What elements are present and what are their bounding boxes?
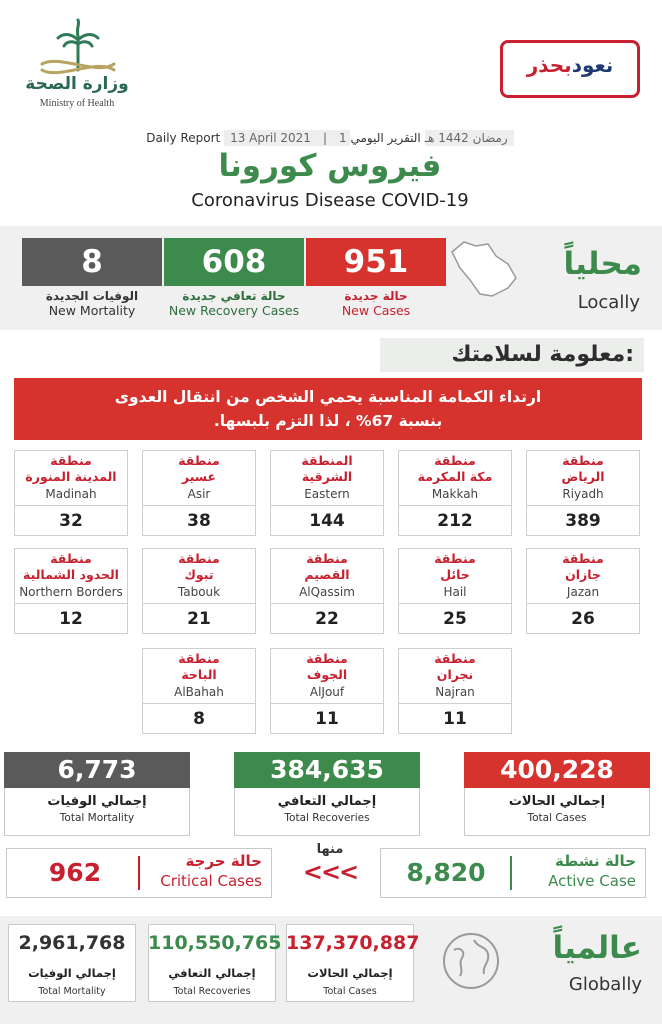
region-value: 12 — [59, 609, 83, 629]
gregorian-date: 13 April 2021 — [224, 130, 317, 146]
arrows-icon: <<< — [302, 858, 358, 886]
global-recoveries-label-en: Total Recoveries — [173, 986, 251, 997]
region-name-en: Riyadh — [562, 487, 604, 501]
slogan-text — [503, 53, 637, 77]
globe-icon — [440, 930, 502, 992]
region-card — [14, 548, 128, 634]
critical-label-ar: حالة حرجة — [185, 852, 262, 870]
new-mortality-value: 8 — [22, 238, 162, 286]
region-value: 8 — [193, 709, 205, 729]
region-name-en: Asir — [187, 487, 211, 501]
region-value: 38 — [187, 511, 211, 531]
ministry-name-ar: وزارة الصحة — [25, 74, 129, 94]
total-mortality-label-en: Total Mortality — [59, 812, 135, 824]
region-value: 11 — [443, 709, 467, 729]
new-cases-label-ar: حالة جديدة — [344, 289, 408, 303]
region-card — [14, 450, 128, 536]
saudi-map-icon — [442, 234, 522, 304]
region-value: 32 — [59, 511, 83, 531]
globally-label-ar: عالمياً — [552, 930, 642, 966]
new-cases-label-en: New Cases — [341, 303, 411, 318]
total-cases-label-ar: إجمالي الحالات — [508, 794, 606, 809]
new-recovery-label-ar: حالة تعافي جديدة — [182, 289, 286, 303]
active-cases-value: 8,820 — [406, 858, 486, 887]
global-mortality-label-ar: إجمالي الوفيات — [28, 966, 116, 980]
active-label-en: Active Case — [548, 872, 636, 890]
region-divider — [399, 505, 511, 506]
region-divider — [271, 505, 383, 506]
critical-label-en: Critical Cases — [160, 872, 262, 890]
region-value: 144 — [309, 511, 345, 531]
global-cases-label-ar: إجمالي الحالات — [307, 966, 393, 980]
region-card — [526, 450, 640, 536]
total-cases-label-en: Total Cases — [527, 812, 587, 824]
slogan-part1: نعود — [571, 53, 614, 77]
region-value: 389 — [565, 511, 601, 531]
region-title-ar: منطقة الجوف — [306, 651, 348, 682]
new-recovery-label-en: New Recovery Cases — [168, 303, 300, 318]
region-title-ar: المنطقة الشرقية — [301, 453, 353, 484]
of-which-label: منها — [316, 842, 344, 857]
region-card — [398, 548, 512, 634]
region-title-ar: منطقة الباحة — [178, 651, 220, 682]
title-ar: فيروس كورونا — [218, 148, 442, 184]
total-mortality-label-ar: إجمالي الوفيات — [47, 794, 147, 809]
safety-info-line1: ارتداء الكمامة المناسبة يحمي الشخص من انتقال العدوى — [114, 388, 542, 406]
region-card — [526, 548, 640, 634]
total-recoveries-label-ar: إجمالي التعافي — [277, 794, 377, 809]
region-title-ar: منطقة مكة المكرمة — [417, 453, 493, 484]
total-recoveries-value: 384,635 — [234, 752, 420, 788]
globally-label-en: Globally — [568, 974, 642, 995]
region-value: 26 — [571, 609, 595, 629]
report-label-ar: التقرير اليومي — [350, 131, 421, 145]
safety-info-line2: بنسبة 67% ، لذا التزم بلبسها. — [213, 412, 443, 430]
total-mortality-value: 6,773 — [4, 752, 190, 788]
region-title-ar: منطقة الرياض — [561, 453, 605, 484]
region-divider — [143, 703, 255, 704]
region-divider — [399, 703, 511, 704]
region-title-ar: منطقة جازان — [562, 551, 604, 582]
region-card — [142, 548, 256, 634]
region-card — [142, 648, 256, 734]
region-name-en: Hail — [443, 585, 467, 599]
region-title-ar: منطقة عسير — [178, 453, 220, 484]
ministry-name-en: Ministry of Health — [39, 98, 115, 109]
region-card — [398, 450, 512, 536]
region-value: 11 — [315, 709, 339, 729]
region-name-en: AlBahah — [174, 685, 224, 699]
region-name-en: Madinah — [45, 487, 97, 501]
region-name-en: AlJouf — [309, 685, 345, 699]
region-divider — [15, 603, 127, 604]
region-name-en: AlQassim — [299, 585, 355, 599]
hijri-date: 1 رمضان 1442 هـ — [333, 130, 514, 146]
region-value: 22 — [315, 609, 339, 629]
total-cases-value: 400,228 — [464, 752, 650, 788]
new-mortality-label-en: New Mortality — [48, 303, 136, 318]
critical-cases-value: 962 — [48, 858, 102, 887]
region-name-en: Makkah — [431, 487, 479, 501]
region-card — [270, 548, 384, 634]
region-title-ar: منطقة حائل — [434, 551, 476, 582]
locally-label-ar: محلياً — [563, 246, 642, 282]
region-divider — [15, 505, 127, 506]
region-divider — [271, 603, 383, 604]
global-recoveries-label-ar: إجمالي التعافي — [168, 966, 256, 980]
global-recoveries-value: 110,550,765 — [148, 932, 282, 954]
locally-label-en: Locally — [577, 292, 640, 313]
region-title-ar: منطقة القصيم — [304, 551, 350, 582]
report-label-en: Daily Report — [146, 131, 221, 145]
title-en: Coronavirus Disease COVID-19 — [191, 190, 469, 211]
region-title-ar: منطقة نجران — [434, 651, 476, 682]
region-card — [270, 450, 384, 536]
slogan-badge — [500, 40, 640, 98]
region-name-en: Tabouk — [177, 585, 221, 599]
region-name-en: Najran — [435, 685, 475, 699]
total-recoveries-label-en: Total Recoveries — [284, 812, 370, 824]
region-divider — [527, 603, 639, 604]
region-title-ar: منطقة المدينة المنورة — [25, 453, 117, 484]
region-value: 212 — [437, 511, 473, 531]
region-divider — [143, 505, 255, 506]
slogan-part2: بحذر — [526, 53, 572, 77]
region-divider — [271, 703, 383, 704]
new-mortality-label-ar: الوفيات الجديدة — [45, 289, 139, 303]
region-card — [270, 648, 384, 734]
safety-info-banner — [14, 378, 642, 440]
region-divider — [143, 603, 255, 604]
safety-info-title: معلومة لسلامتك: — [380, 338, 644, 372]
region-name-en: Jazan — [566, 585, 600, 599]
new-recovery-value: 608 — [164, 238, 304, 286]
global-mortality-value: 2,961,768 — [18, 932, 126, 954]
report-date-line: Daily Report 13 April 2021 | 1 رمضان 1442 هـ التقرير اليومي — [130, 131, 530, 145]
global-cases-label-en: Total Cases — [323, 986, 377, 997]
new-cases-value: 951 — [306, 238, 446, 286]
region-value: 21 — [187, 609, 211, 629]
global-cases-value: 137,370,887 — [286, 932, 420, 954]
region-card — [142, 450, 256, 536]
region-title-ar: منطقة الحدود الشمالية — [23, 551, 119, 582]
region-name-en: Eastern — [304, 487, 350, 501]
region-divider — [399, 603, 511, 604]
region-title-ar: منطقة تبوك — [178, 551, 220, 582]
region-value: 25 — [443, 609, 467, 629]
active-label-ar: حالة نشطة — [555, 852, 636, 870]
region-divider — [527, 505, 639, 506]
global-mortality-label-en: Total Mortality — [38, 986, 106, 997]
region-name-en: Northern Borders — [19, 585, 123, 599]
region-card — [398, 648, 512, 734]
